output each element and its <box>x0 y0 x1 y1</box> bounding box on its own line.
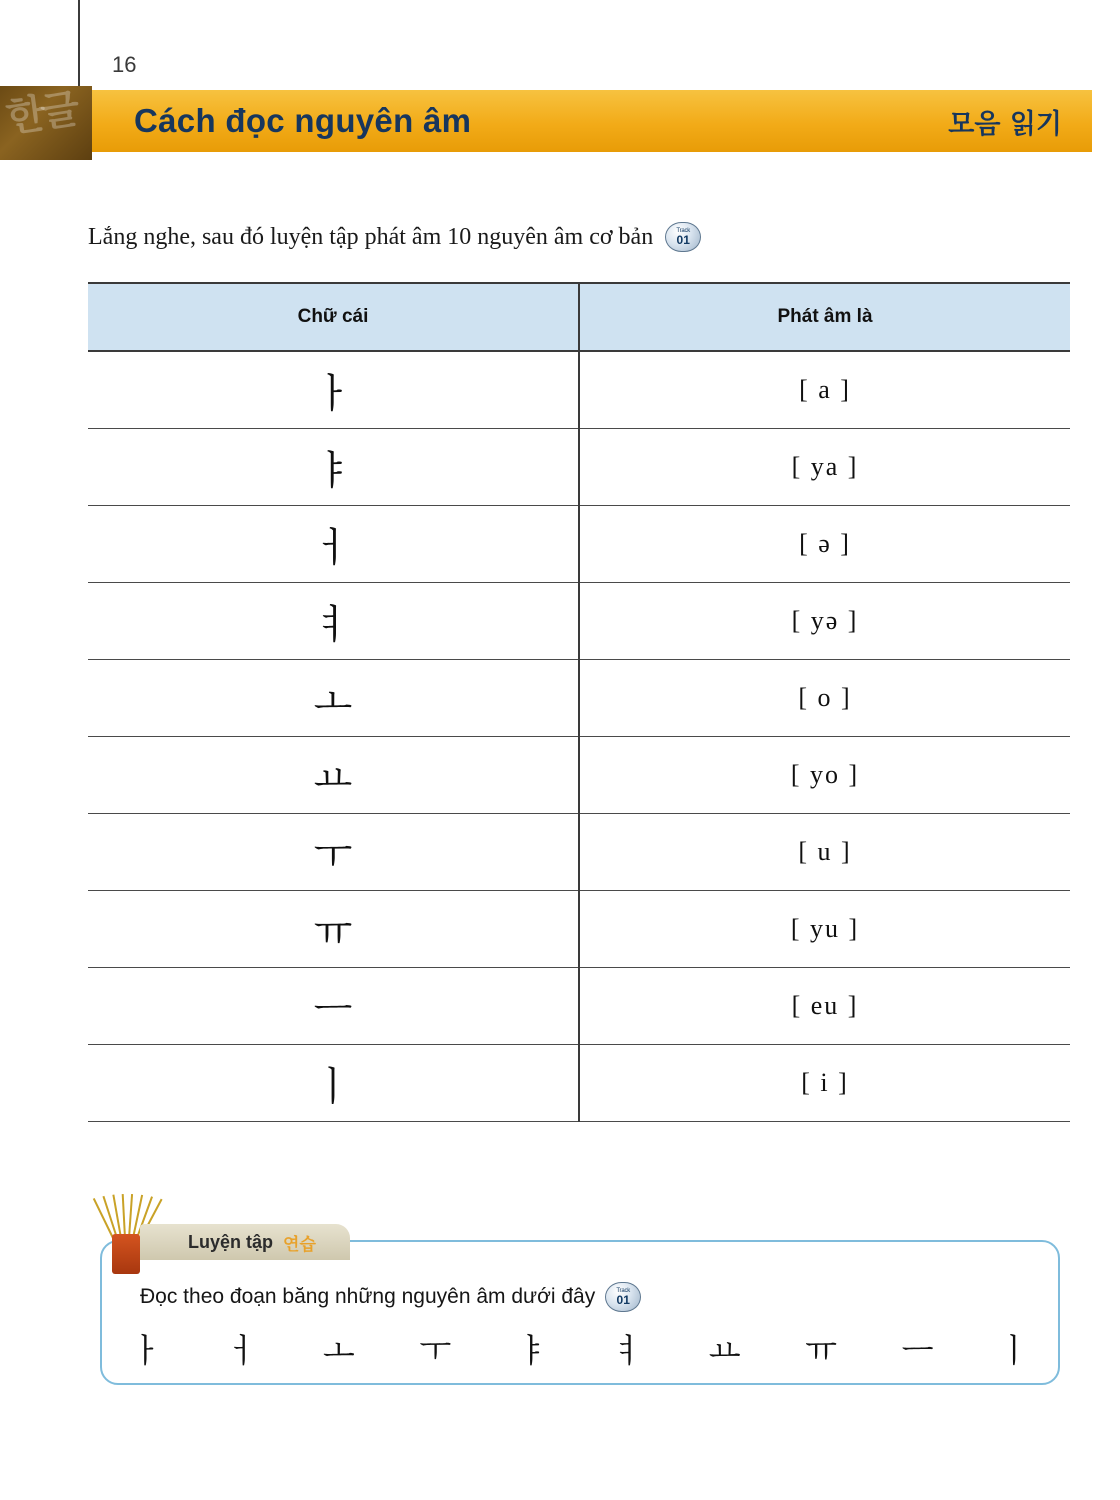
cell-sound: [ ya ] <box>579 429 1070 506</box>
intro-line <box>88 222 701 252</box>
table-row <box>88 737 1070 814</box>
cell-letter: ㅑ <box>88 429 579 506</box>
table-row <box>88 814 1070 891</box>
track-number: 01 <box>616 1293 630 1307</box>
practice-vowel: ㅡ <box>901 1331 934 1370</box>
table-row <box>88 1045 1070 1122</box>
section-header <box>92 90 1092 152</box>
audio-track-icon <box>665 222 701 252</box>
cell-sound: [ yo ] <box>579 737 1070 814</box>
practice-vowel: ㅏ <box>130 1331 162 1370</box>
practice-tab-korean: 연습 <box>283 1234 316 1255</box>
cell-letter: ㅠ <box>88 891 579 968</box>
practice-tab-label: Luyện tập <box>188 1231 274 1252</box>
cell-letter: ㅓ <box>88 506 579 583</box>
table-row <box>88 891 1070 968</box>
practice-vowel: ㅕ <box>612 1331 645 1370</box>
cell-sound: [ o ] <box>579 660 1070 737</box>
vowel-table <box>88 282 1070 1122</box>
track-label: Track <box>616 1288 631 1294</box>
page-title: Cách đọc nguyên âm <box>134 102 472 139</box>
cell-sound: [ u ] <box>579 814 1070 891</box>
practice-vowel: ㅠ <box>805 1331 838 1370</box>
table-row <box>88 351 1070 429</box>
page-title-korean: 모음 읽기 <box>948 108 1062 140</box>
practice-tab <box>140 1224 350 1260</box>
practice-vowel: ㅣ <box>998 1331 1030 1370</box>
practice-vowel-row <box>130 1325 1030 1372</box>
cell-letter: ㅣ <box>88 1045 579 1122</box>
cell-sound: [ yu ] <box>579 891 1070 968</box>
brush-bristles <box>110 1190 142 1238</box>
cell-sound: [ a ] <box>579 351 1070 429</box>
cell-letter: ㅕ <box>88 583 579 660</box>
intro-text: Lắng nghe, sau đó luyện tập phát âm 10 nguyên âm cơ bản <box>88 223 654 250</box>
table-row <box>88 506 1070 583</box>
practice-vowel: ㅑ <box>515 1331 548 1370</box>
practice-instruction <box>140 1282 641 1312</box>
column-header-sound: Phát âm là <box>579 283 1070 351</box>
cell-letter: ㅗ <box>88 660 579 737</box>
cell-letter: ㅜ <box>88 814 579 891</box>
practice-vowel: ㅗ <box>322 1331 355 1370</box>
practice-vowel: ㅜ <box>419 1331 452 1370</box>
cell-sound: [ yə ] <box>579 583 1070 660</box>
cell-letter: ㅛ <box>88 737 579 814</box>
track-number: 01 <box>676 233 690 247</box>
corner-decoration <box>0 86 92 160</box>
table-row <box>88 968 1070 1045</box>
track-label: Track <box>676 228 691 234</box>
cell-letter: ㅏ <box>88 351 579 429</box>
brush-holder <box>112 1234 140 1274</box>
page-number: 16 <box>112 52 137 77</box>
cell-sound: [ i ] <box>579 1045 1070 1122</box>
cell-letter: ㅡ <box>88 968 579 1045</box>
practice-vowel: ㅛ <box>708 1331 741 1370</box>
table-header-row <box>88 283 1070 351</box>
corner-decoration-text: 한글 <box>3 86 79 142</box>
cell-sound: [ ə ] <box>579 506 1070 583</box>
table-row <box>88 583 1070 660</box>
column-header-letter: Chữ cái <box>88 283 579 351</box>
cell-sound: [ eu ] <box>579 968 1070 1045</box>
table-row <box>88 429 1070 506</box>
table-row <box>88 660 1070 737</box>
audio-track-icon <box>605 1282 641 1312</box>
practice-vowel: ㅓ <box>226 1331 259 1370</box>
practice-instruction-text: Đọc theo đoạn băng những nguyên âm dưới đây <box>140 1285 596 1308</box>
